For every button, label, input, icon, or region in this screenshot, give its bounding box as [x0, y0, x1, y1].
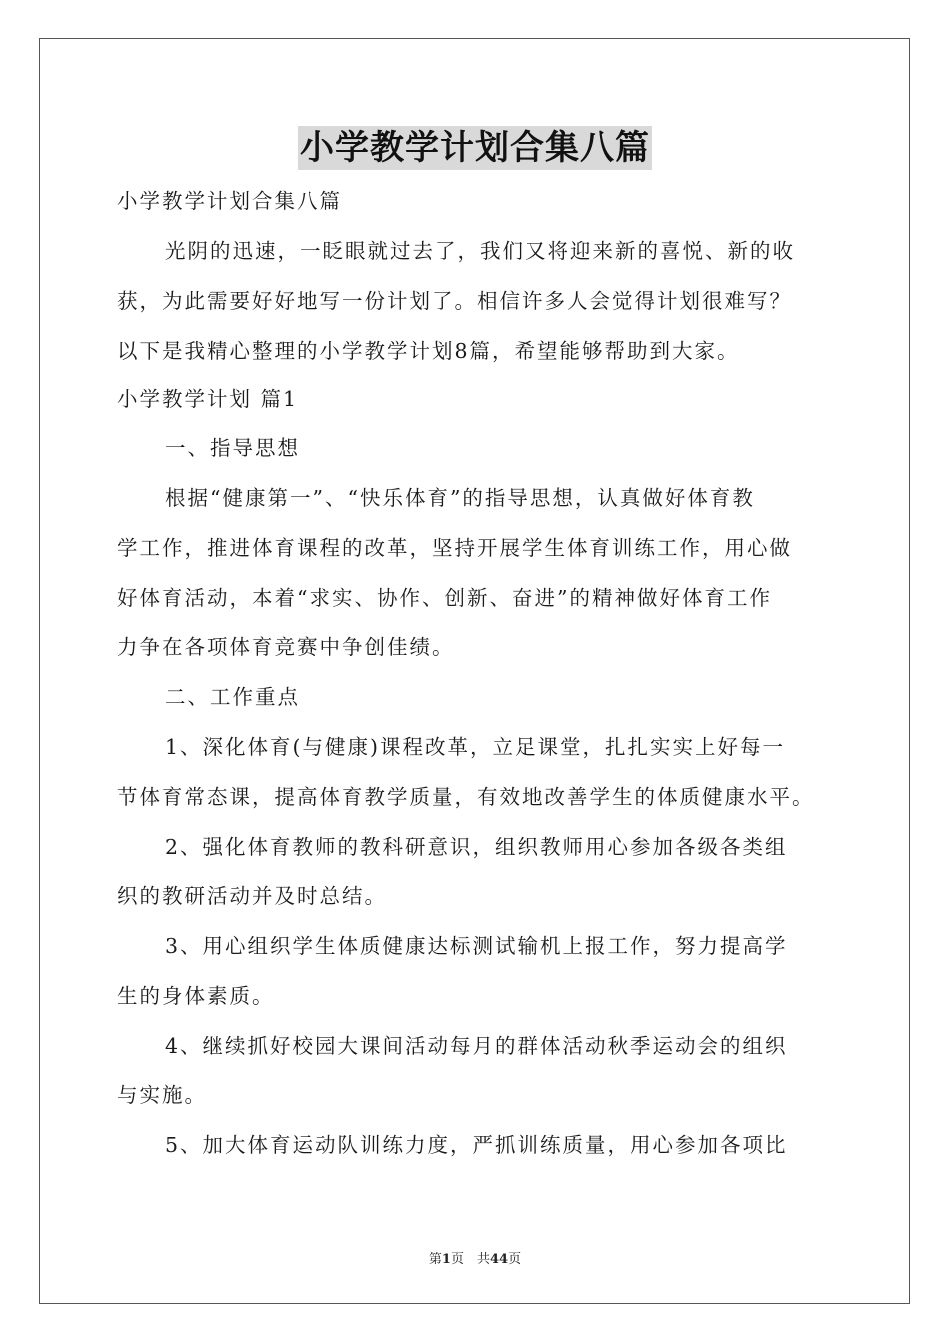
paragraph-line: 5、加大体育运动队训练力度，严抓训练质量，用心参加各项比 — [165, 1133, 788, 1157]
paragraph-line: 节体育常态课，提高体育教学质量，有效地改善学生的体质健康水平。 — [117, 785, 815, 809]
paragraph-line: 4、继续抓好校园大课间活动每月的群体活动秋季运动会的组织 — [165, 1034, 788, 1058]
document-subtitle: 小学教学计划合集八篇 — [117, 189, 342, 213]
paragraph-line: 根据“健康第一”、“快乐体育”的指导思想，认真做好体育教 — [165, 486, 755, 510]
paragraph-line: 学工作，推进体育课程的改革，坚持开展学生体育训练工作，用心做 — [117, 536, 792, 560]
paragraph-line: 获，为此需要好好地写一份计划了。相信许多人会觉得计划很难写？ — [117, 289, 792, 313]
page-footer — [0, 1248, 950, 1267]
paragraph-line: 3、用心组织学生体质健康达标测试输机上报工作，努力提高学 — [165, 934, 788, 958]
footer-page-prefix: 第 — [428, 1252, 442, 1267]
paragraph-line: 力争在各项体育竞赛中争创佳绩。 — [117, 635, 455, 659]
paragraph-line: 2、强化体育教师的教科研意识，组织教师用心参加各级各类组 — [165, 835, 788, 859]
paragraph-line: 与实施。 — [117, 1083, 207, 1107]
section-heading: 小学教学计划 篇1 — [117, 387, 299, 411]
paragraph-line: 好体育活动，本着“求实、协作、创新、奋进”的精神做好体育工作 — [117, 586, 772, 610]
footer-page-current: 1 — [441, 1252, 451, 1267]
paragraph-line: 以下是我精心整理的小学教学计划8篇，希望能够帮助到大家。 — [117, 339, 740, 363]
footer-page-total: 44 — [489, 1252, 509, 1267]
paragraph-line: 织的教研活动并及时总结。 — [117, 884, 387, 908]
footer-page-suffix: 页 — [508, 1252, 522, 1267]
subheading: 二、工作重点 — [165, 685, 300, 709]
footer-page-mid: 页 共 — [450, 1252, 490, 1267]
page-border — [39, 38, 910, 1304]
paragraph-line: 生的身体素质。 — [117, 984, 275, 1008]
title-container — [0, 126, 950, 170]
document-title: 小学教学计划合集八篇 — [300, 128, 650, 168]
subheading: 一、指导思想 — [165, 436, 300, 460]
paragraph-line: 1、深化体育(与健康)课程改革，立足课堂，扎扎实实上好每一 — [165, 735, 786, 759]
paragraph-line: 光阴的迅速，一眨眼就过去了，我们又将迎来新的喜悦、新的收 — [165, 239, 795, 263]
